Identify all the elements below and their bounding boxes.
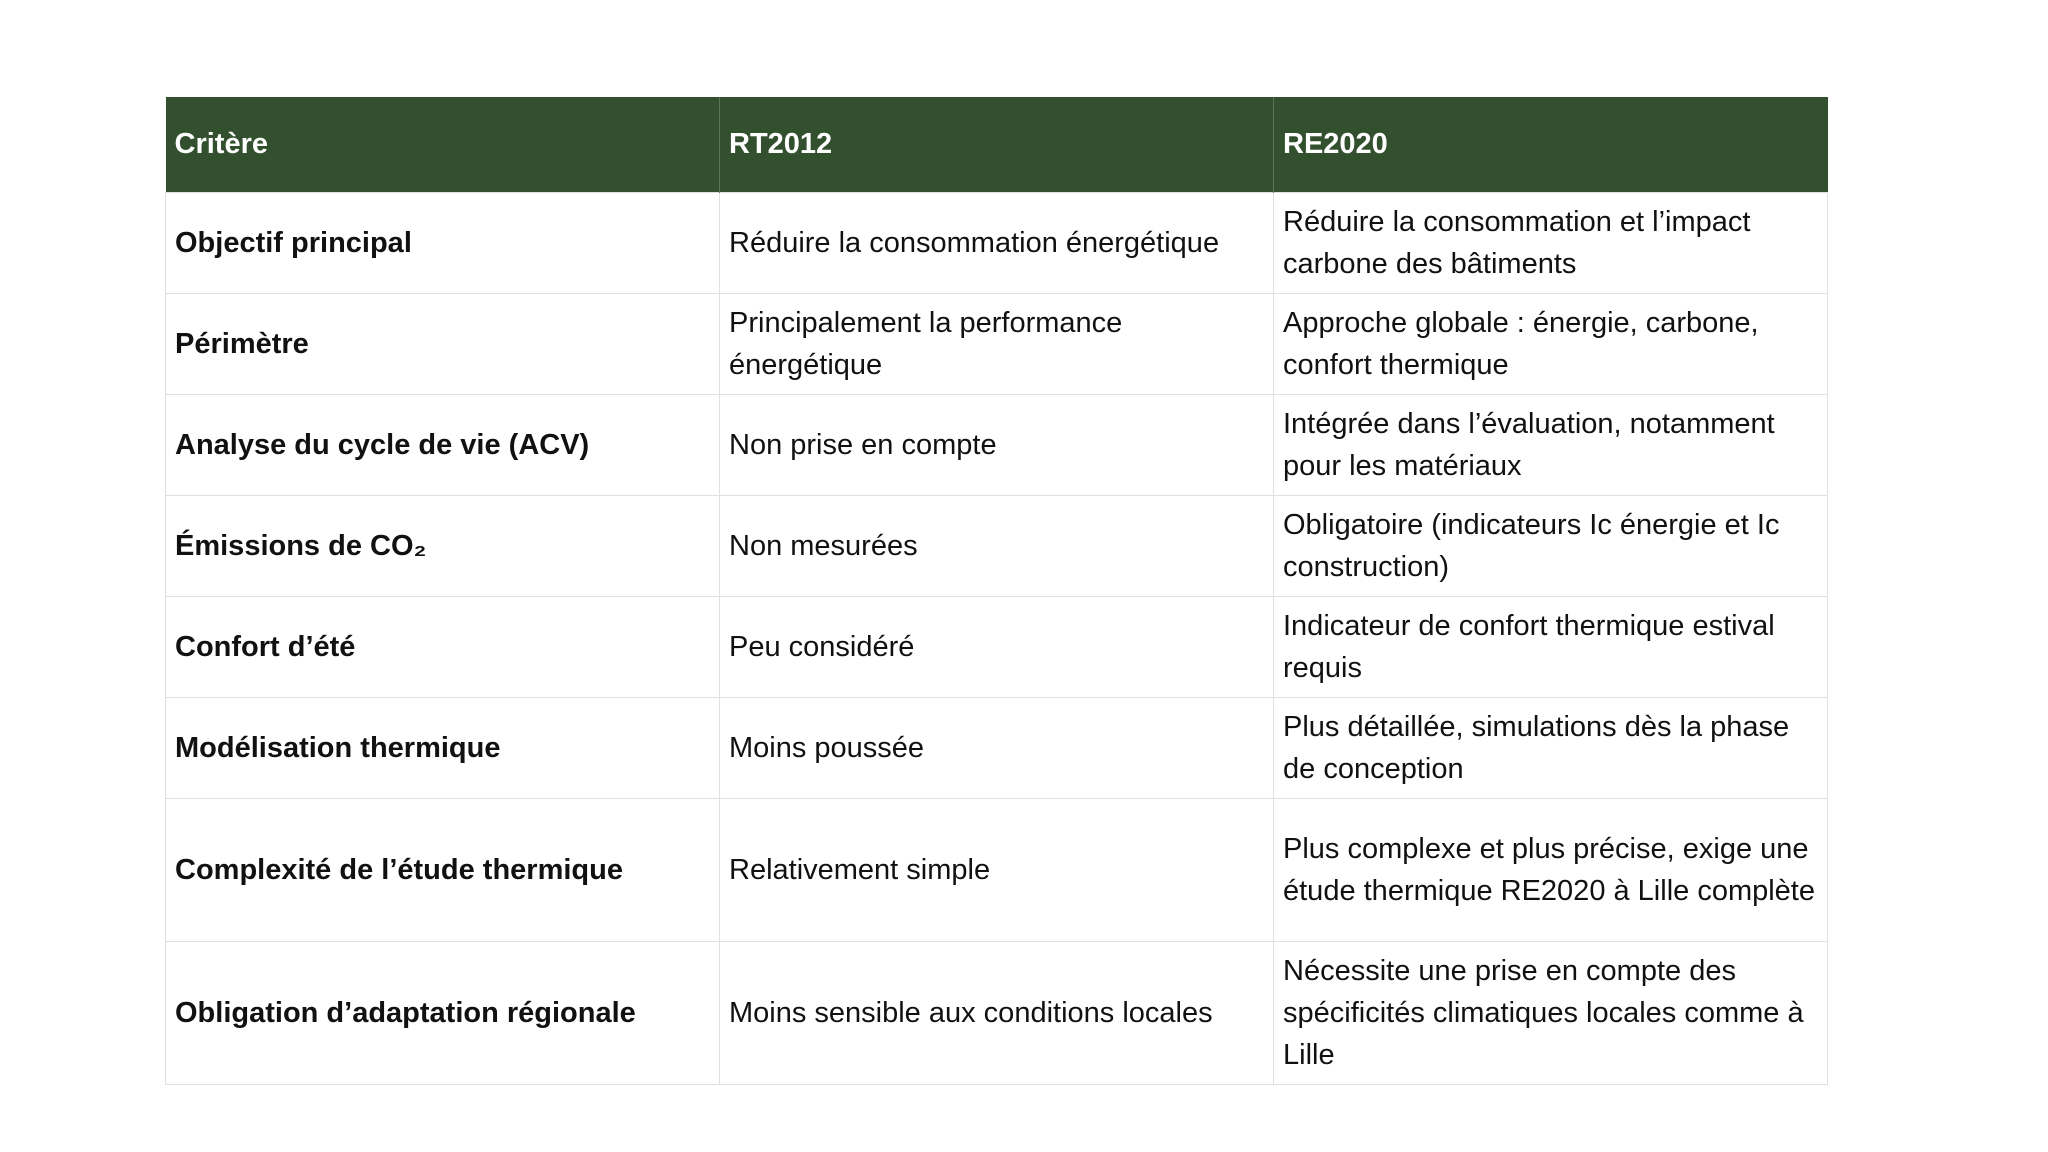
table-row [166, 799, 1828, 942]
header-rt2012: RT2012 [720, 97, 1274, 193]
rt2012-cell: Moins sensible aux conditions locales [720, 942, 1274, 1085]
header-criterion: Critère [166, 97, 720, 193]
re2020-cell: Approche globale : énergie, carbone, confort thermique [1274, 294, 1828, 395]
re2020-cell: Réduire la consommation et l’impact carbone des bâtiments [1274, 193, 1828, 294]
comparison-table [165, 97, 1828, 1085]
rt2012-cell: Non prise en compte [720, 395, 1274, 496]
re2020-cell: Intégrée dans l’évaluation, notamment pour les matériaux [1274, 395, 1828, 496]
header-re2020: RE2020 [1274, 97, 1828, 193]
rt2012-cell: Relativement simple [720, 799, 1274, 942]
rt2012-cell: Principalement la performance énergétique [720, 294, 1274, 395]
re2020-cell: Plus complexe et plus précise, exige une étude thermique RE2020 à Lille complète [1274, 799, 1828, 942]
table-row [166, 496, 1828, 597]
table-row [166, 395, 1828, 496]
criterion-cell: Complexité de l’étude thermique [166, 799, 720, 942]
rt2012-cell: Peu considéré [720, 597, 1274, 698]
re2020-cell: Obligatoire (indicateurs Ic énergie et Ic construction) [1274, 496, 1828, 597]
criterion-cell: Émissions de CO₂ [166, 496, 720, 597]
re2020-cell: Nécessite une prise en compte des spécificités climatiques locales comme à Lille [1274, 942, 1828, 1085]
criterion-cell: Obligation d’adaptation régionale [166, 942, 720, 1085]
table-row [166, 597, 1828, 698]
re2020-cell: Plus détaillée, simulations dès la phase de conception [1274, 698, 1828, 799]
table-row [166, 294, 1828, 395]
criterion-cell: Objectif principal [166, 193, 720, 294]
rt2012-cell: Moins poussée [720, 698, 1274, 799]
criterion-cell: Analyse du cycle de vie (ACV) [166, 395, 720, 496]
table-row [166, 698, 1828, 799]
criterion-cell: Périmètre [166, 294, 720, 395]
rt2012-cell: Réduire la consommation énergétique [720, 193, 1274, 294]
rt2012-cell: Non mesurées [720, 496, 1274, 597]
re2020-cell: Indicateur de confort thermique estival requis [1274, 597, 1828, 698]
criterion-cell: Confort d’été [166, 597, 720, 698]
table-row [166, 942, 1828, 1085]
table-row [166, 193, 1828, 294]
criterion-cell: Modélisation thermique [166, 698, 720, 799]
table-header-row [166, 97, 1828, 193]
